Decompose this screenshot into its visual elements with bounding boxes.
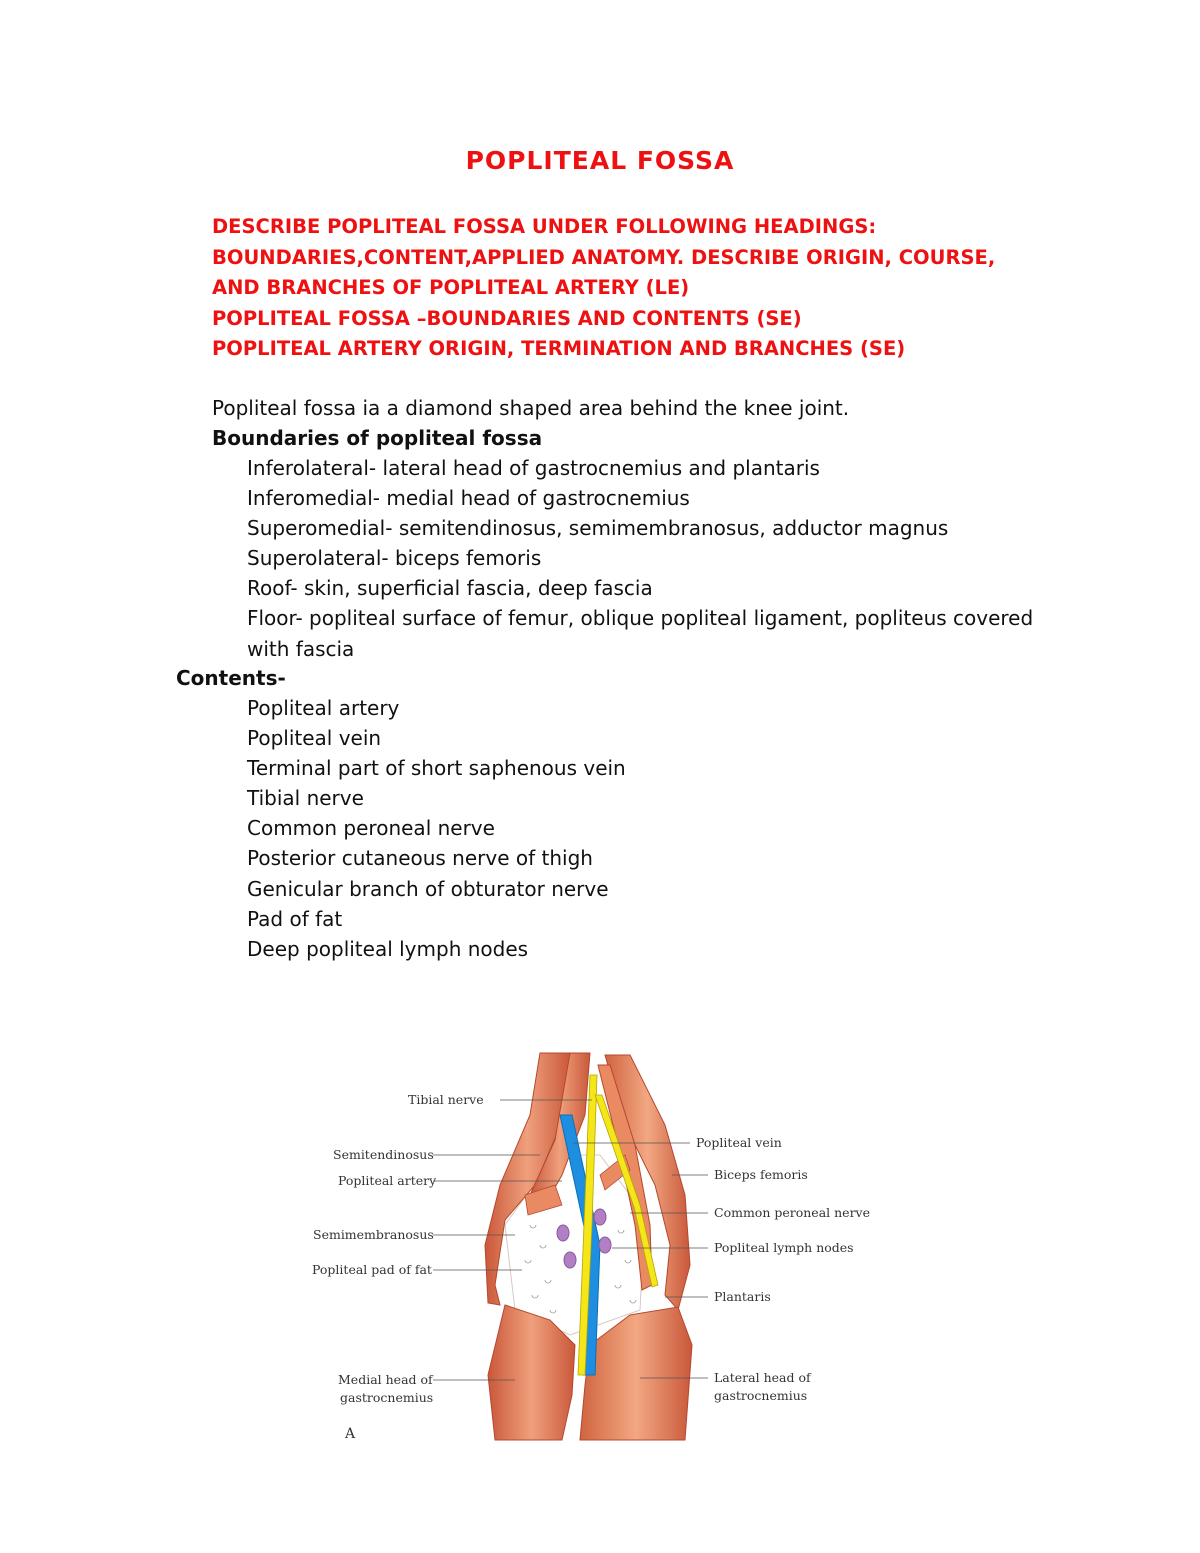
- panel-letter: A: [345, 1426, 356, 1442]
- boundaries-list: [247, 453, 1033, 664]
- question-line: POPLITEAL ARTERY ORIGIN, TERMINATION AND BRANCHES (SE): [212, 337, 906, 360]
- label-biceps-femoris: Biceps femoris: [714, 1167, 808, 1182]
- list-item: Genicular branch of obturator nerve: [247, 876, 609, 901]
- question-line: POPLITEAL FOSSA –BOUNDARIES AND CONTENTS (SE): [212, 306, 802, 330]
- list-item: Common peroneal nerve: [247, 816, 495, 841]
- list-item: Pad of fat: [247, 906, 343, 931]
- label-popliteal-artery: Popliteal artery: [338, 1173, 437, 1188]
- label-popliteal-pad-of-fat: Popliteal pad of fat: [312, 1262, 432, 1277]
- list-item: Popliteal vein: [247, 726, 382, 751]
- list-item: Inferolateral- lateral head of gastrocnemius and plantaris: [247, 456, 820, 480]
- lymph-node: [564, 1252, 576, 1268]
- label-semimembranosus: Semimembranosus: [313, 1227, 434, 1242]
- list-item: Popliteal artery: [247, 696, 400, 720]
- label-plantaris: Plantaris: [714, 1289, 771, 1304]
- list-item: Floor- popliteal surface of femur, oblique popliteal ligament, popliteus covered: [247, 606, 1034, 631]
- lymph-node: [599, 1237, 611, 1253]
- question-block: [212, 212, 1092, 365]
- list-item: Terminal part of short saphenous vein: [247, 756, 626, 781]
- label-popliteal-vein: Popliteal vein: [696, 1135, 782, 1150]
- list-item: Roof- skin, superficial fascia, deep fascia: [247, 576, 653, 601]
- label-lateral-head: Lateral head of: [714, 1370, 811, 1385]
- question-line: BOUNDARIES,CONTENT,APPLIED ANATOMY. DESCRIBE ORIGIN, COURSE,: [212, 245, 996, 269]
- intro-text: Popliteal fossa ia a diamond shaped area behind the knee joint.: [212, 396, 850, 420]
- list-item: Deep popliteal lymph nodes: [247, 936, 529, 961]
- label-semitendinosus: Semitendinosus: [333, 1147, 434, 1162]
- list-item: Tibial nerve: [247, 786, 364, 811]
- list-item: Superolateral- biceps femoris: [247, 546, 542, 571]
- contents-heading: Contents-: [176, 666, 286, 690]
- lymph-node: [594, 1209, 606, 1225]
- label-gastrocnemius-lateral: gastrocnemius: [714, 1388, 808, 1403]
- label-tibial-nerve: Tibial nerve: [408, 1092, 484, 1107]
- label-common-peroneal-nerve: Common peroneal nerve: [714, 1205, 870, 1220]
- label-medial-head: Medial head of: [338, 1372, 433, 1387]
- boundaries-heading: Boundaries of popliteal fossa: [212, 426, 543, 450]
- list-item: Superomedial- semitendinosus, semimembranosus, adductor magnus: [247, 516, 949, 541]
- page-title: POPLITEAL FOSSA: [465, 146, 735, 175]
- list-item: Inferomedial- medial head of gastrocnemius: [247, 486, 690, 511]
- lymph-node: [557, 1225, 569, 1241]
- label-gastrocnemius-medial: gastrocnemius: [340, 1390, 434, 1405]
- list-item: with fascia: [247, 636, 355, 661]
- contents-list: [247, 693, 626, 964]
- list-item: Posterior cutaneous nerve of thigh: [247, 846, 593, 871]
- question-line: AND BRANCHES OF POPLITEAL ARTERY (LE): [212, 276, 690, 299]
- popliteal-fossa-illustration: [300, 1045, 900, 1445]
- question-line: DESCRIBE POPLITEAL FOSSA UNDER FOLLOWING HEADINGS:: [212, 215, 877, 238]
- label-popliteal-lymph-nodes: Popliteal lymph nodes: [714, 1240, 854, 1255]
